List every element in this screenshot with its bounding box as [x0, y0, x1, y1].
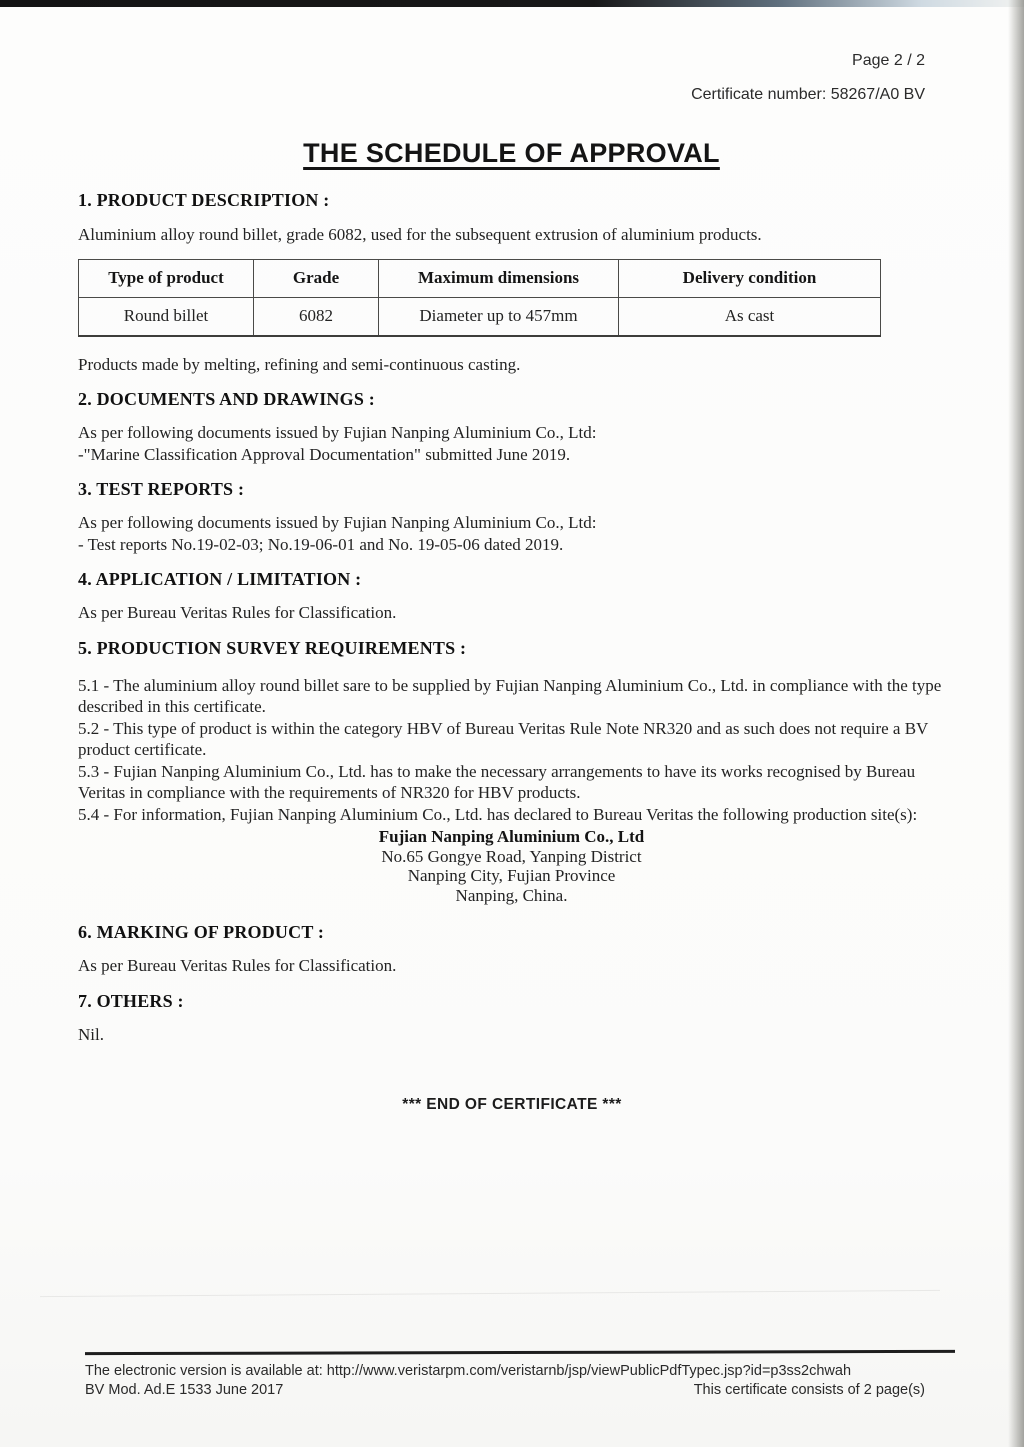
- requirement-5-1: 5.1 - The aluminium alloy round billet sare to be supplied by Fujian Nanping Aluminium Co., Ltd. in compliance with the type described in this certificate.: [78, 675, 942, 716]
- footer-page-count: This certificate consists of 2 page(s): [693, 1382, 925, 1398]
- page-title: THE SCHEDULE OF APPROVAL: [303, 138, 720, 168]
- application-text: As per Bureau Veritas Rules for Classification.: [78, 603, 397, 622]
- others-text: Nil.: [78, 1024, 104, 1044]
- requirement-5-4: 5.4 - For information, Fujian Nanping Aluminium Co., Ltd. has declared to Bureau Veritas the following production site(s):: [78, 804, 918, 824]
- end-of-certificate-marker: *** END OF CERTIFICATE ***: [402, 1096, 622, 1113]
- product-description-text: Aluminium alloy round billet, grade 6082, used for the subsequent extrusion of aluminium products.: [78, 225, 762, 244]
- footer-url: The electronic version is available at: http://www.veristarpm.com/veristarnb/jsp/viewPublicPdfTypec.jsp?id=p3ss2chwah: [85, 1363, 852, 1379]
- section-7-heading: 7. OTHERS :: [78, 990, 184, 1011]
- documents-line-2: -"Marine Classification Approval Documentation" submitted June 2019.: [78, 444, 571, 464]
- table-cell-grade: 6082: [254, 297, 379, 336]
- test-reports-line-2: - Test reports No.19-02-03; No.19-06-01 and No. 19-05-06 dated 2019.: [78, 534, 564, 554]
- table-header-delivery: Delivery condition: [619, 259, 881, 297]
- section-5-heading: 5. PRODUCTION SURVEY REQUIREMENTS :: [78, 637, 467, 658]
- requirement-5-3: 5.3 - Fujian Nanping Aluminium Co., Ltd. has to make the necessary arrangements to have its works recognised by Bureau Veritas in compliance with the requirements of NR320 for HBV products.: [78, 761, 916, 802]
- marking-text: As per Bureau Veritas Rules for Classification.: [78, 956, 397, 975]
- scan-crease-line: [40, 1290, 940, 1297]
- documents-line-1: As per following documents issued by Fujian Nanping Aluminium Co., Ltd:: [78, 423, 597, 442]
- production-site-name: Fujian Nanping Aluminium Co., Ltd: [378, 827, 645, 846]
- section-3-heading: 3. TEST REPORTS :: [78, 479, 245, 499]
- scan-right-shadow: [1008, 0, 1024, 1447]
- table-cell-dimensions: Diameter up to 457mm: [379, 297, 619, 336]
- section-4-heading: 4. APPLICATION / LIMITATION :: [78, 569, 362, 589]
- section-2-heading: 2. DOCUMENTS AND DRAWINGS :: [78, 389, 375, 409]
- certificate-number: Certificate number: 58267/A0 BV: [691, 86, 925, 103]
- production-site-address-3: Nanping, China.: [455, 885, 568, 905]
- table-header-type: Type of product: [79, 259, 254, 297]
- footer-rule: [85, 1350, 955, 1355]
- section-6-heading: 6. MARKING OF PRODUCT :: [78, 922, 325, 942]
- production-site-address-2: Nanping City, Fujian Province: [407, 866, 616, 885]
- table-cell-delivery: As cast: [619, 297, 881, 336]
- table-cell-type: Round billet: [79, 297, 254, 336]
- scan-top-edge-artifact: [0, 0, 1024, 7]
- production-note: Products made by melting, refining and semi-continuous casting.: [78, 354, 521, 374]
- product-table: [78, 259, 881, 337]
- production-site-address-1: No.65 Gongye Road, Yanping District: [381, 846, 642, 866]
- footer-doc-ref: BV Mod. Ad.E 1533 June 2017: [85, 1382, 284, 1398]
- test-reports-line-1: As per following documents issued by Fujian Nanping Aluminium Co., Ltd:: [78, 513, 597, 532]
- requirement-5-2: 5.2 - This type of product is within the category HBV of Bureau Veritas Rule Note NR320 and as such does not require a BV product certificate.: [78, 718, 929, 759]
- table-header-row: [79, 259, 881, 297]
- page-number: Page 2 / 2: [852, 52, 925, 69]
- section-1-heading: 1. PRODUCT DESCRIPTION :: [78, 190, 330, 210]
- table-header-grade: Grade: [254, 259, 379, 297]
- table-data-row: [79, 297, 881, 336]
- table-header-dimensions: Maximum dimensions: [379, 259, 619, 297]
